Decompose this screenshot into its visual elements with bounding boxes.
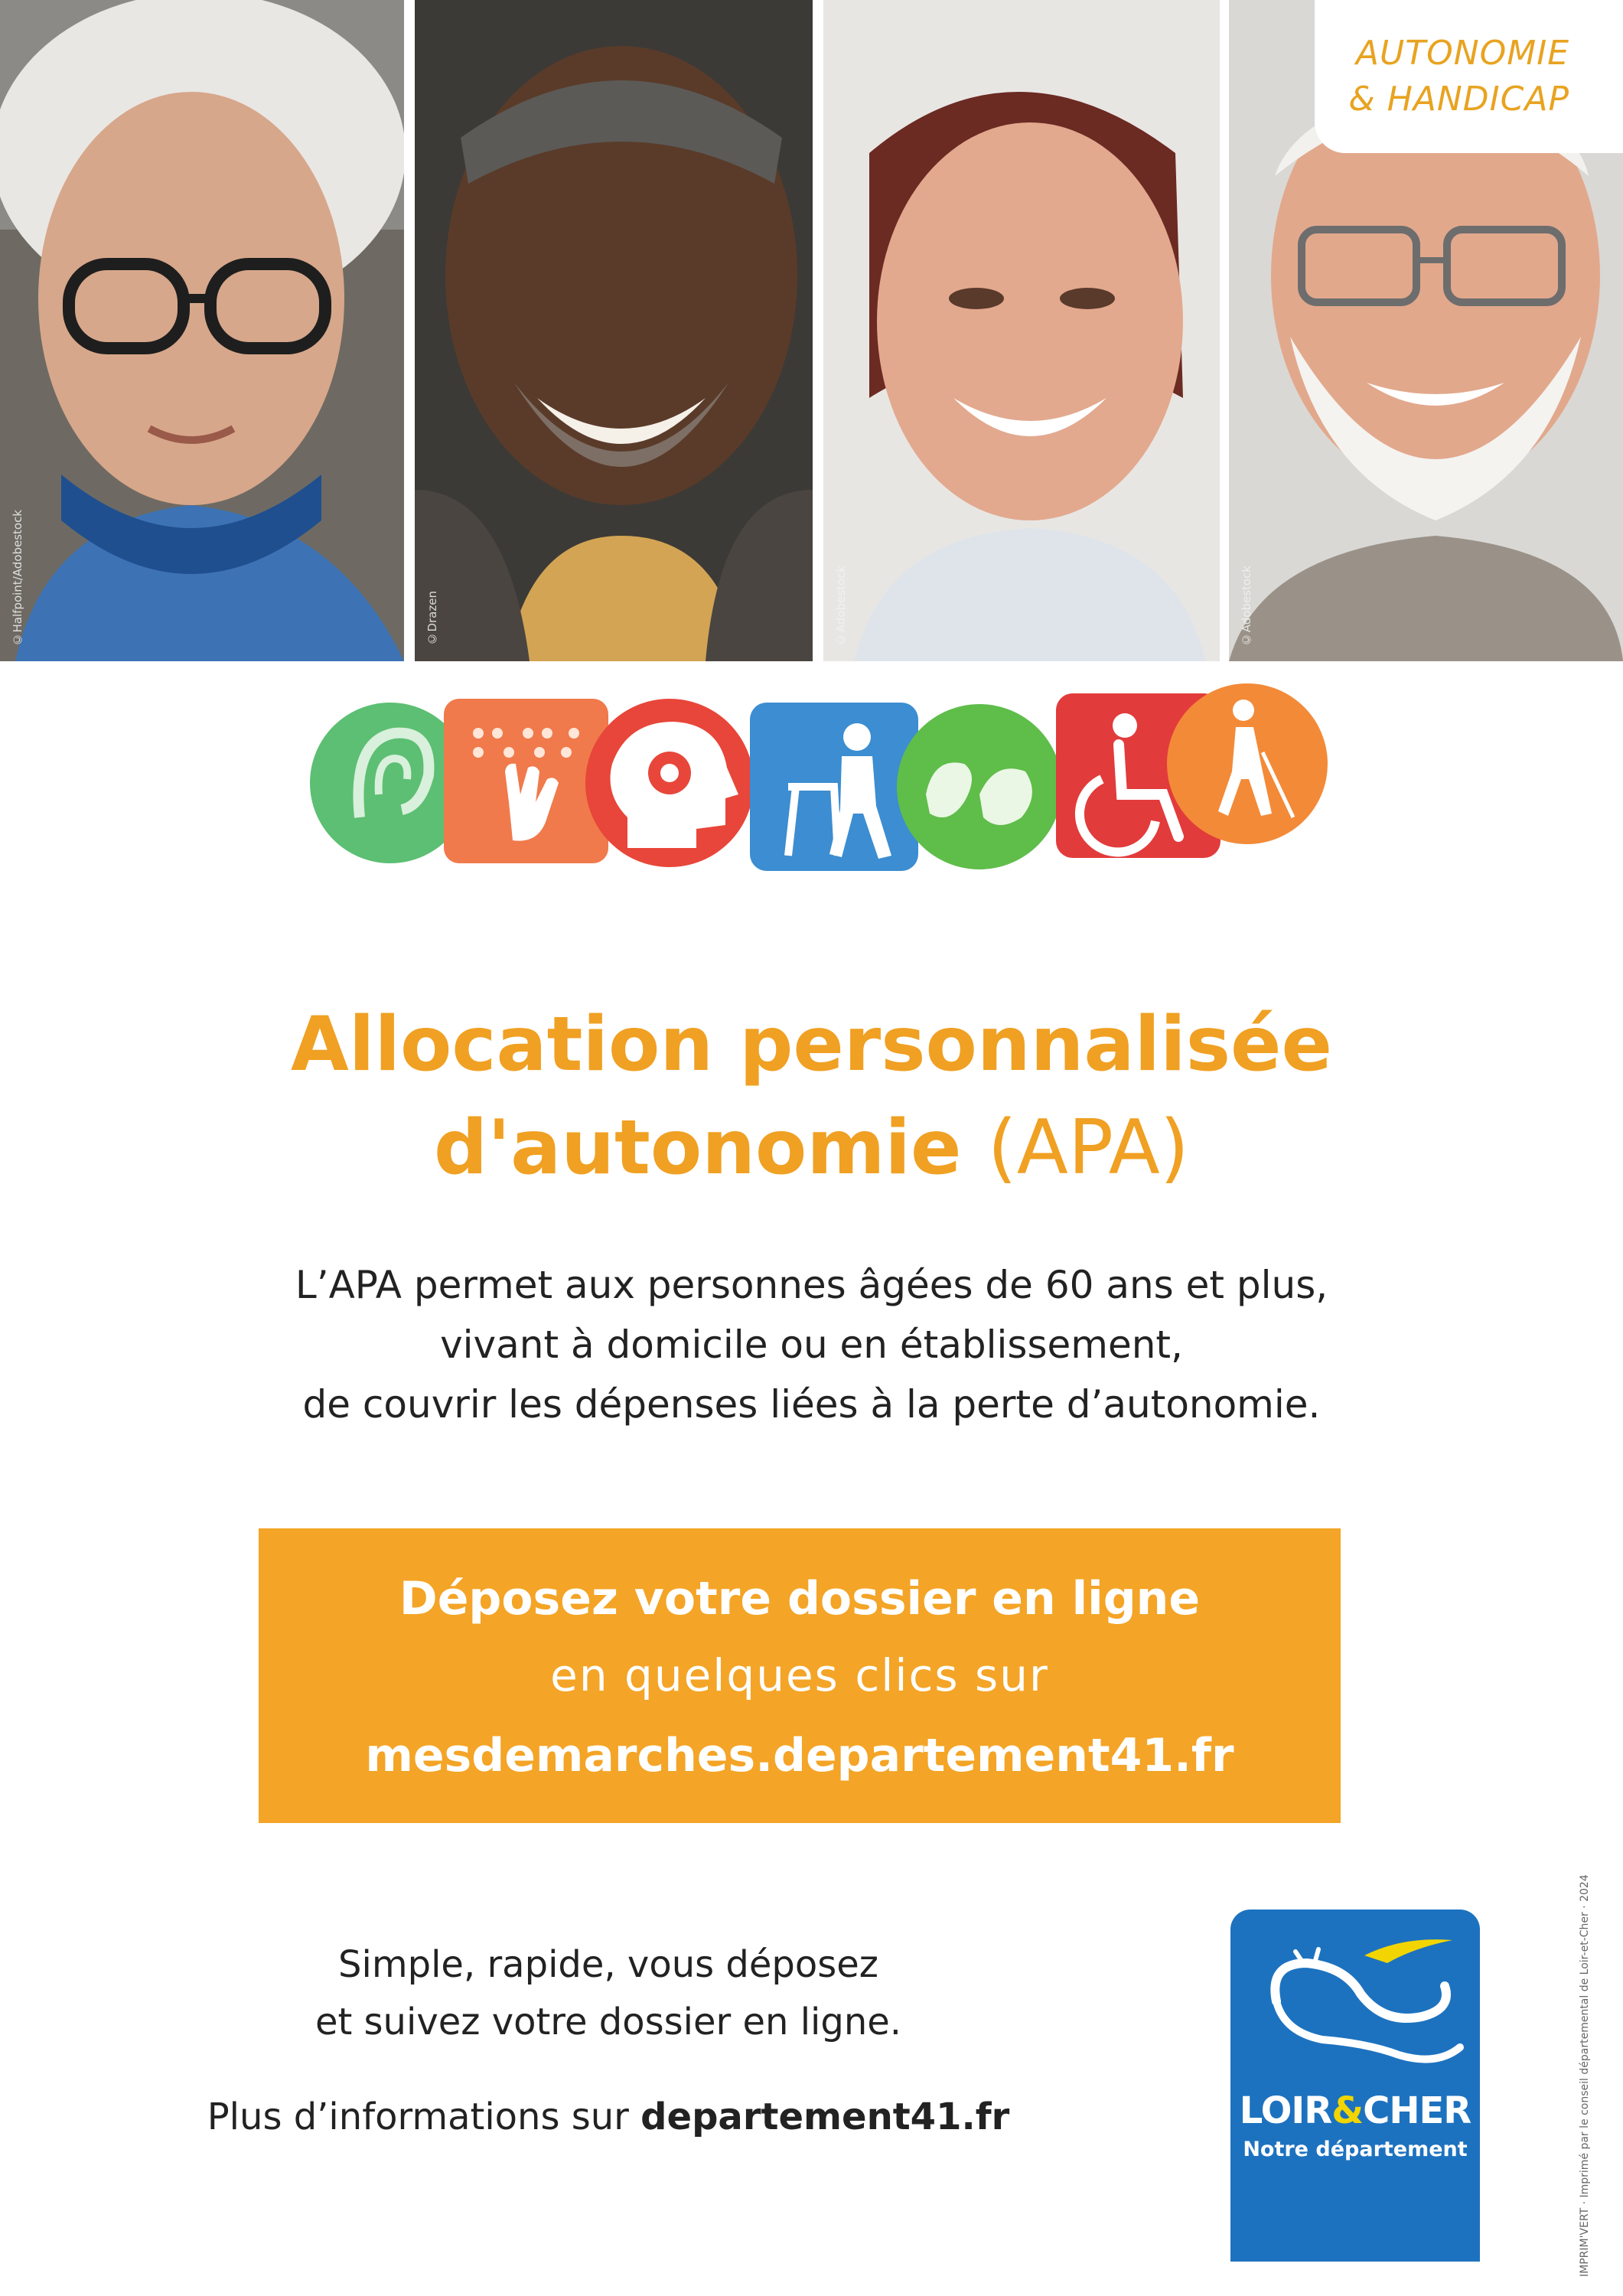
- loir-et-cher-logo: [1230, 1910, 1480, 2262]
- photo-credit: ©Drazen: [425, 591, 439, 646]
- logo-name-right: CHER: [1363, 2089, 1471, 2132]
- lead-line: de couvrir les dépenses liées à la perte d’autonomie.: [302, 1382, 1321, 1427]
- disability-icons-row: [306, 680, 1331, 886]
- braille-hand-icon: [444, 699, 608, 863]
- more-info: [153, 2095, 1064, 2138]
- logo-name-left: LOIR: [1239, 2089, 1332, 2132]
- logo-name: [1230, 2089, 1480, 2132]
- photo-smiling-woman: [823, 0, 1220, 661]
- cta-link[interactable]: mesdemarches.departement41.fr: [365, 1729, 1234, 1782]
- page-title-acronym: (APA): [987, 1104, 1189, 1192]
- head-gear-icon: [585, 699, 754, 867]
- simple-line: Simple, rapide, vous déposez: [338, 1943, 878, 1986]
- photo-strip: [0, 0, 1623, 661]
- page-title-line1: Allocation personnalisée: [291, 1001, 1332, 1088]
- category-badge: [1315, 0, 1623, 153]
- cta-heading: Déposez votre dossier en ligne: [399, 1572, 1201, 1626]
- cta-box: [259, 1528, 1341, 1823]
- cta-subheading: en quelques clics sur: [550, 1649, 1049, 1701]
- photo-credit: ©Adobestock: [834, 565, 848, 646]
- lead-line: vivant à domicile ou en établissement,: [440, 1322, 1183, 1367]
- photo-credit: ©Halfpoint/Adobestock: [11, 509, 24, 646]
- more-info-prefix: Plus d’informations sur: [207, 2095, 629, 2138]
- lead-line: L’APA permet aux personnes âgées de 60 ans et plus,: [295, 1263, 1328, 1307]
- category-badge-line1: AUTONOMIE: [1355, 34, 1569, 73]
- page-title-line2: [0, 1098, 1623, 1198]
- blind-cane-icon: [1167, 683, 1328, 844]
- photo-smiling-man: [415, 0, 813, 661]
- category-badge-line2: & HANDICAP: [1348, 80, 1569, 119]
- photo-elderly-woman: [0, 0, 404, 661]
- salamander-icon: [1230, 1910, 1480, 2086]
- page-title-bold: d'autonomie: [434, 1104, 962, 1192]
- simple-line: et suivez votre dossier en ligne.: [314, 2001, 902, 2043]
- lead-paragraph: [0, 1255, 1623, 1434]
- sign-language-icon: [897, 704, 1062, 869]
- photo-credit: ©Adobestock: [1240, 565, 1253, 646]
- walker-icon: [750, 703, 918, 871]
- simple-note: [153, 1936, 1064, 2051]
- logo-subtitle: Notre département: [1243, 2138, 1468, 2161]
- more-info-link[interactable]: departement41.fr: [640, 2095, 1010, 2138]
- print-note: IMPRIM'VERT · Imprimé par le conseil départemental de Loir-et-Cher · 2024: [1579, 1874, 1591, 2277]
- logo-name-amp: &: [1331, 2089, 1364, 2132]
